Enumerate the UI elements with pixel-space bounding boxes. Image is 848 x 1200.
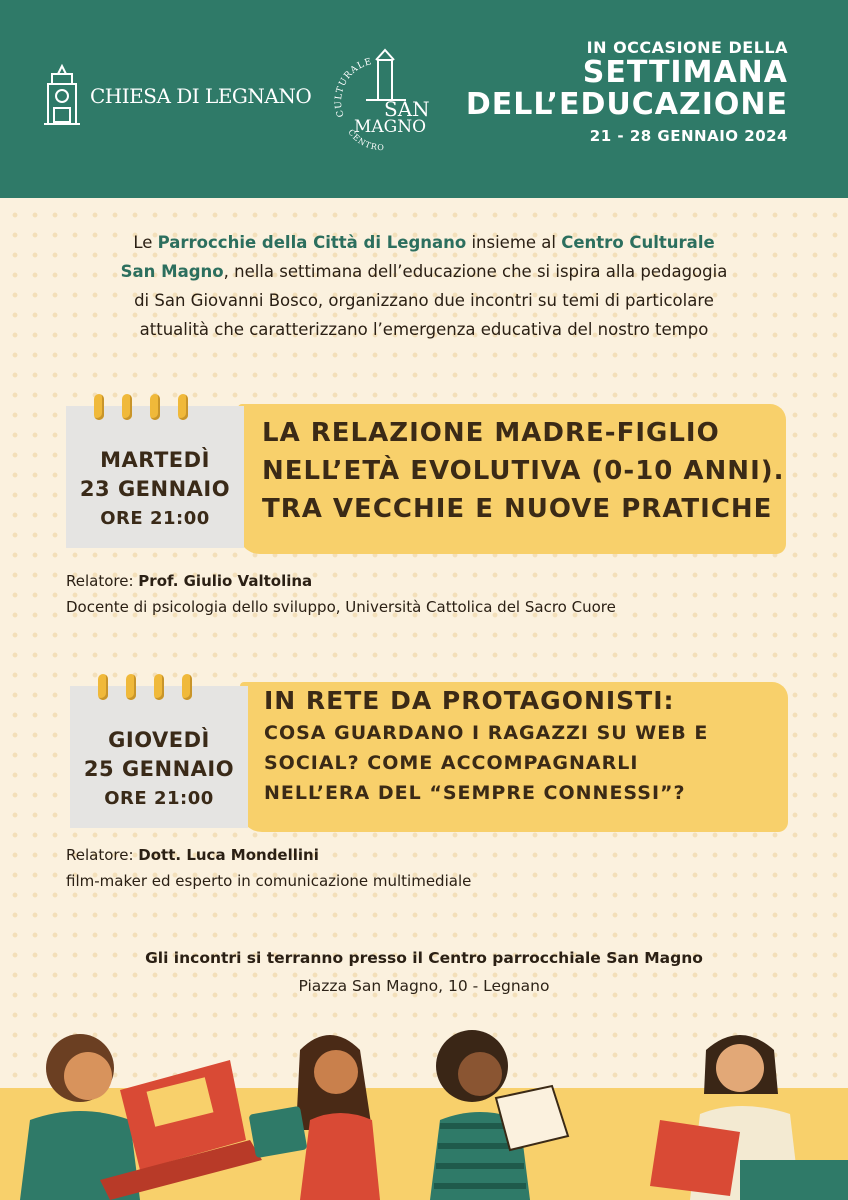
calendar-ring-icon: [98, 674, 108, 700]
logo-arc-culturale: CULTURALE: [333, 56, 374, 119]
location-address: Piazza San Magno, 10 - Legnano: [298, 977, 550, 995]
calendar-ring-icon: [126, 674, 136, 700]
calendar-ring-icon: [94, 394, 104, 420]
talk1-title-line: NELL’ETÀ EVOLUTIVA (0-10 ANNI).: [262, 456, 785, 486]
speaker-label: Relatore:: [66, 572, 134, 590]
calendar-rings: [94, 394, 188, 420]
intro-text: Le: [133, 233, 158, 252]
calendar-ring-icon: [122, 394, 132, 420]
talk1-speaker: [66, 568, 616, 620]
speaker-name: Prof. Giulio Valtolina: [138, 572, 313, 590]
talk1-date: 23 GENNAIO: [79, 477, 231, 501]
intro-text: di San Giovanni Bosco, organizzano due incontri su temi di particolare: [134, 291, 714, 310]
logo-magno-text: MAGNO: [354, 117, 427, 137]
calendar-ring-icon: [150, 394, 160, 420]
tablet-icon: [249, 1106, 308, 1158]
talk2-day: GIOVEDÌ: [108, 728, 210, 752]
talk2-time: ORE 21:00: [104, 788, 214, 809]
talk2-title-main: IN RETE DA PROTAGONISTI:: [264, 686, 675, 715]
svg-text:CULTURALE: [334, 57, 374, 118]
calendar-ring-icon: [154, 674, 164, 700]
bell-tower-icon: [366, 50, 406, 100]
event-heading: [466, 38, 788, 145]
talk2-title-line: NELL’ERA DEL “SEMPRE CONNESSI”?: [264, 782, 686, 804]
calendar-rings: [98, 674, 192, 700]
talk2-title-line: COSA GUARDANO I RAGAZZI SU WEB E: [264, 722, 709, 744]
talk1-title: [262, 414, 785, 528]
logo-san-text: SAN: [384, 97, 430, 121]
talk2-title-line: SOCIAL? COME ACCOMPAGNARLI: [264, 752, 639, 774]
location-line1: Gli incontri si terranno presso il Centro parrocchiale San Magno: [145, 949, 703, 967]
logo-arc-centro: CENTRO: [346, 127, 385, 153]
speaker-label: Relatore:: [66, 846, 134, 864]
chiesa-logo-text: CHIESA DI LEGNANO: [90, 84, 312, 108]
speaker-role: film-maker ed esperto in comunicazione multimediale: [66, 872, 472, 890]
laptop-icon: [650, 1120, 740, 1196]
talk1-title-line: LA RELAZIONE MADRE-FIGLIO: [262, 418, 720, 448]
talk2-calendar: [70, 686, 248, 828]
talk2-date: 25 GENNAIO: [83, 757, 235, 781]
talk1-title-line: TRA VECCHIE E NUOVE PRATICHE: [262, 494, 773, 524]
intro-emphasis-centro: Centro Culturale: [561, 233, 715, 252]
talk1-time: ORE 21:00: [100, 508, 210, 529]
intro-paragraph: [40, 228, 808, 344]
chiesa-di-legnano-logo: [40, 64, 311, 128]
kids-with-devices-illustration: [0, 1010, 848, 1200]
talk1-calendar: [66, 406, 244, 548]
location-info: [40, 944, 808, 1000]
event-title-line2: DELL’EDUCAZIONE: [465, 87, 788, 122]
intro-text: attualità che caratterizzano l’emergenza educativa del nostro tempo: [139, 320, 709, 339]
speaker-name: Dott. Luca Mondellini: [138, 846, 319, 864]
header-banner: [0, 0, 848, 198]
intro-emphasis-parrocchie: Parrocchie della Città di Legnano: [157, 233, 467, 252]
event-pretitle: IN OCCASIONE DELLA: [586, 38, 788, 57]
church-tower-icon: [40, 64, 84, 128]
intro-emphasis-sanmagno: San Magno: [120, 262, 224, 281]
speaker-role: Docente di psicologia dello sviluppo, Università Cattolica del Sacro Cuore: [66, 598, 616, 616]
centro-culturale-san-magno-logo: [326, 46, 438, 154]
talk2-speaker: [66, 842, 471, 894]
calendar-ring-icon: [182, 674, 192, 700]
event-dates: 21 - 28 GENNAIO 2024: [589, 127, 788, 145]
intro-text: insieme al: [466, 233, 562, 252]
calendar-ring-icon: [178, 394, 188, 420]
talk2-title: [264, 684, 708, 808]
intro-text: , nella settimana dell’educazione che si ispira alla pedagogia: [223, 262, 728, 281]
talk1-day: MARTEDÌ: [100, 448, 210, 472]
event-title-line1: SETTIMANA: [582, 55, 788, 90]
